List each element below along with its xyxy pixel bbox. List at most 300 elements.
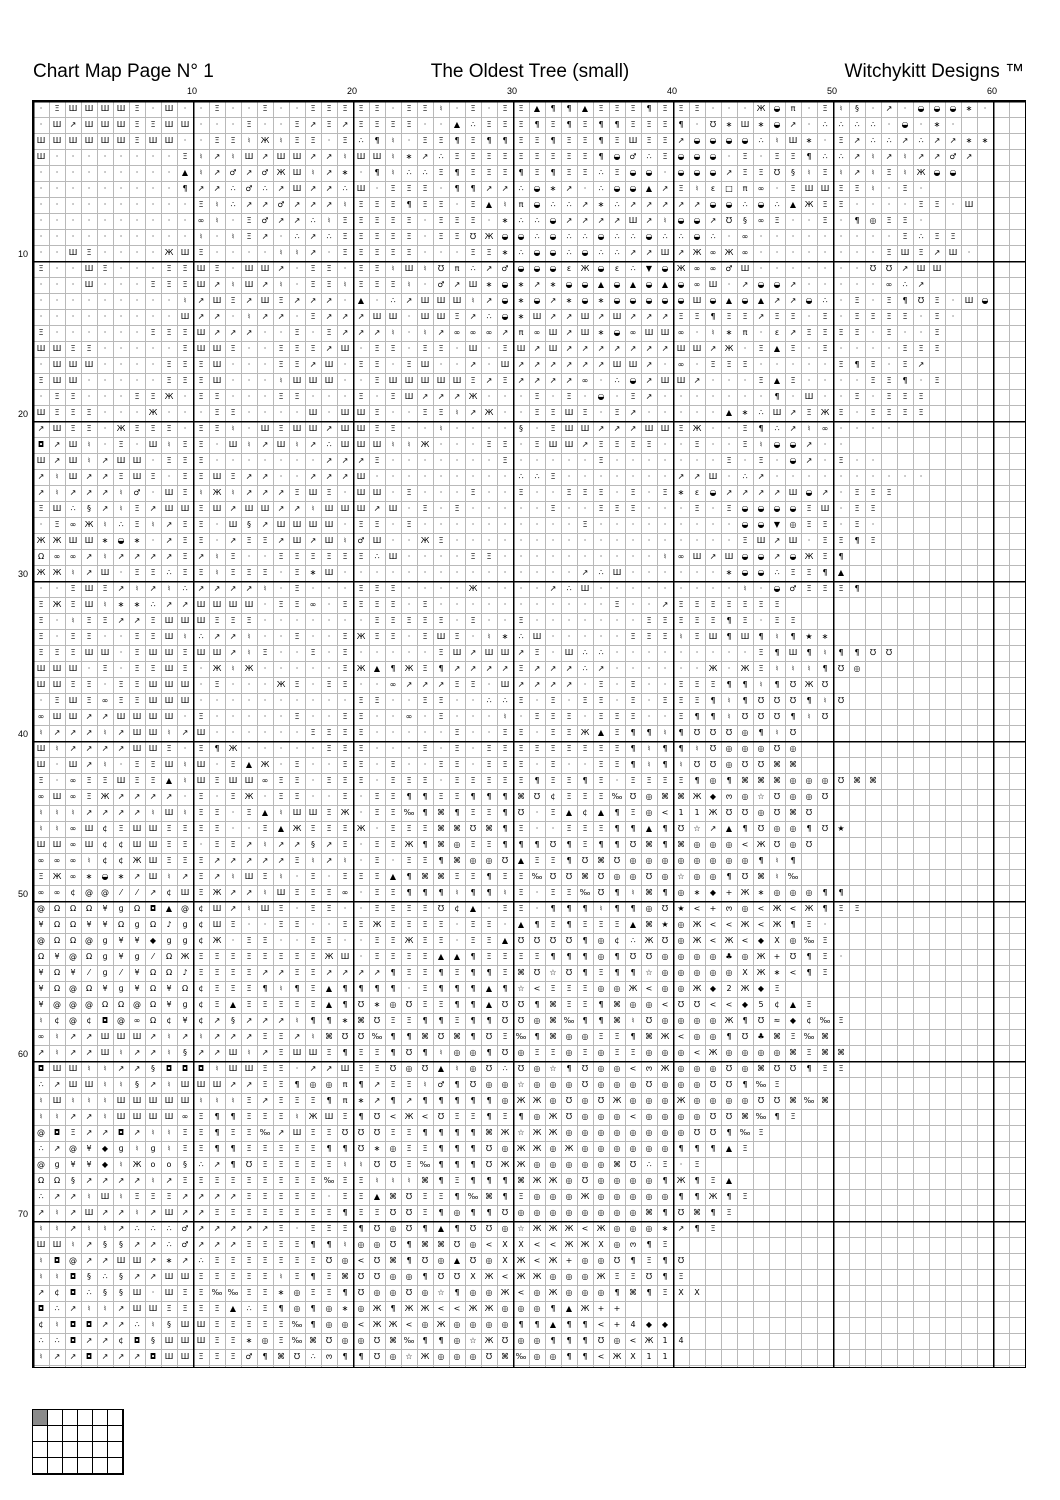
- stitch-symbol: ¶: [390, 664, 396, 673]
- stitch-symbol: Ξ: [374, 600, 380, 609]
- stitch-symbol: ◎: [693, 856, 701, 865]
- stitch-symbol: ·: [55, 248, 59, 257]
- stitch-symbol: ·: [519, 504, 523, 513]
- stitch-symbol: ¶: [758, 728, 764, 737]
- stitch-symbol: Ξ: [342, 248, 348, 257]
- stitch-symbol: Ξ: [294, 792, 300, 801]
- stitch-symbol: ◎: [789, 520, 797, 529]
- stitch-symbol: ¶: [582, 968, 588, 977]
- stitch-symbol: ↗: [293, 216, 301, 225]
- stitch-symbol: ↗: [133, 1176, 141, 1185]
- stitch-symbol: ·: [807, 120, 811, 129]
- stitch-symbol: ↗: [485, 184, 493, 193]
- stitch-symbol: ♮: [279, 1272, 283, 1281]
- stitch-symbol: ¶: [806, 152, 812, 161]
- stitch-symbol: Ξ: [198, 968, 204, 977]
- stitch-symbol: Ξ: [294, 968, 300, 977]
- stitch-symbol: ·: [727, 648, 731, 657]
- stitch-symbol: Ξ: [486, 776, 492, 785]
- stitch-symbol: ¶: [454, 984, 460, 993]
- stitch-symbol: ↗: [917, 360, 925, 369]
- stitch-symbol: Ξ: [310, 1160, 316, 1169]
- stitch-symbol: ↗: [149, 1032, 157, 1041]
- stitch-symbol: ↗: [101, 744, 109, 753]
- stitch-symbol: Ш: [228, 440, 238, 449]
- stitch-symbol: ◒: [773, 440, 781, 449]
- stitch-symbol: ∞: [341, 888, 349, 897]
- stitch-symbol: ♣: [757, 1032, 765, 1041]
- stitch-symbol: Ξ: [518, 664, 524, 673]
- stitch-symbol: §: [519, 424, 523, 433]
- stitch-symbol: ↗: [101, 1176, 109, 1185]
- stitch-symbol: +: [613, 1320, 621, 1329]
- stitch-symbol: ·: [551, 824, 555, 833]
- stitch-symbol: Ξ: [54, 408, 60, 417]
- stitch-symbol: ◎: [741, 792, 749, 801]
- stitch-symbol: Ξ: [854, 328, 860, 337]
- stitch-symbol: ♮: [215, 216, 219, 225]
- stitch-symbol: Ξ: [582, 168, 588, 177]
- stitch-symbol: ♮: [55, 824, 59, 833]
- stitch-symbol: ◎: [629, 1000, 637, 1009]
- stitch-symbol: ♮: [807, 664, 811, 673]
- stitch-symbol: ·: [343, 488, 347, 497]
- stitch-symbol: ↗: [645, 248, 653, 257]
- stitch-symbol: ·: [759, 152, 763, 161]
- stitch-symbol: Ж: [84, 520, 94, 529]
- stitch-symbol: Ж: [708, 808, 718, 817]
- stitch-symbol: ¶: [470, 1000, 476, 1009]
- stitch-symbol: ·: [631, 600, 635, 609]
- stitch-symbol: ♮: [871, 152, 875, 161]
- stitch-symbol: ¶: [342, 1352, 348, 1361]
- stitch-symbol: ∴: [742, 472, 748, 481]
- stitch-symbol: ↗: [213, 856, 221, 865]
- stitch-symbol: Ж: [468, 584, 478, 593]
- stitch-symbol: ◎: [741, 728, 749, 737]
- stitch-symbol: Ξ: [278, 1032, 284, 1041]
- stitch-symbol: Ш: [84, 280, 94, 289]
- stitch-symbol: Ж: [580, 728, 590, 737]
- stitch-symbol: ℧: [693, 1000, 701, 1009]
- stitch-symbol: ¶: [486, 792, 492, 801]
- stitch-symbol: ↗: [85, 1128, 93, 1137]
- stitch-symbol: Ш: [244, 152, 254, 161]
- stitch-symbol: Ξ: [566, 744, 572, 753]
- stitch-symbol: ო: [645, 1064, 653, 1073]
- stitch-symbol: ℧: [469, 1224, 477, 1233]
- stitch-symbol: ◎: [613, 1112, 621, 1121]
- stitch-symbol: Ξ: [214, 104, 220, 113]
- stitch-symbol: ◆: [101, 1144, 109, 1153]
- stitch-symbol: Ξ: [294, 1192, 300, 1201]
- stitch-symbol: ·: [103, 680, 107, 689]
- stitch-symbol: ·: [727, 104, 731, 113]
- stitch-symbol: ·: [39, 120, 43, 129]
- stitch-symbol: ¶: [454, 1144, 460, 1153]
- stitch-symbol: ◎: [389, 1288, 397, 1297]
- stitch-symbol: ·: [135, 232, 139, 241]
- stitch-symbol: ℧: [613, 856, 621, 865]
- stitch-symbol: ∞: [37, 888, 45, 897]
- stitch-symbol: ¶: [614, 1288, 620, 1297]
- stitch-symbol: Ж: [500, 1160, 510, 1169]
- stitch-symbol: Ξ: [278, 600, 284, 609]
- stitch-symbol: Ξ: [70, 584, 76, 593]
- stitch-symbol: ·: [55, 200, 59, 209]
- stitch-symbol: <: [357, 1256, 365, 1265]
- stitch-symbol: Ω: [53, 920, 61, 929]
- stitch-symbol: Ξ: [774, 600, 780, 609]
- stitch-symbol: ♮: [375, 1176, 379, 1185]
- stitch-symbol: Ξ: [886, 392, 892, 401]
- stitch-symbol: ·: [439, 744, 443, 753]
- stitch-symbol: ↗: [373, 968, 381, 977]
- stitch-symbol: Ξ: [614, 408, 620, 417]
- stitch-symbol: Ξ: [230, 1320, 236, 1329]
- stitch-symbol: ♮: [391, 136, 395, 145]
- stitch-symbol: Ξ: [118, 472, 124, 481]
- stitch-symbol: Ξ: [102, 664, 108, 673]
- stitch-symbol: ·: [487, 904, 491, 913]
- stitch-symbol: ·: [103, 440, 107, 449]
- stitch-symbol: ∞: [629, 328, 637, 337]
- stitch-symbol: Ж: [372, 1304, 382, 1313]
- stitch-symbol: Ξ: [86, 616, 92, 625]
- stitch-symbol: Ш: [580, 584, 590, 593]
- stitch-symbol: ·: [663, 536, 667, 545]
- stitch-symbol: Ξ: [406, 776, 412, 785]
- stitch-symbol: ¶: [630, 1032, 636, 1041]
- stitch-symbol: ℧: [709, 728, 717, 737]
- stitch-symbol: ♮: [327, 216, 331, 225]
- stitch-symbol: ♮: [391, 440, 395, 449]
- stitch-symbol: ·: [535, 504, 539, 513]
- stitch-symbol: ·: [775, 472, 779, 481]
- stitch-symbol: Ш: [772, 408, 782, 417]
- stitch-symbol: ·: [519, 712, 523, 721]
- stitch-symbol: ¶: [758, 424, 764, 433]
- stitch-symbol: ◎: [613, 1224, 621, 1233]
- stitch-symbol: Ш: [356, 184, 366, 193]
- stitch-symbol: Ξ: [182, 1288, 188, 1297]
- stitch-symbol: ℧: [773, 696, 781, 705]
- stitch-symbol: Ш: [388, 504, 398, 513]
- stitch-symbol: Ξ: [790, 1112, 796, 1121]
- stitch-symbol: Ξ: [614, 104, 620, 113]
- stitch-symbol: ◎: [389, 1224, 397, 1233]
- stitch-symbol: ↗: [341, 472, 349, 481]
- stitch-symbol: §: [855, 104, 859, 113]
- stitch-symbol: ∴: [518, 184, 524, 193]
- stitch-symbol: ·: [759, 248, 763, 257]
- stitch-symbol: ◒: [693, 168, 701, 177]
- stitch-symbol: Ξ: [550, 120, 556, 129]
- stitch-symbol: Ξ: [310, 936, 316, 945]
- stitch-symbol: ¶: [486, 968, 492, 977]
- stitch-symbol: ·: [503, 392, 507, 401]
- stitch-symbol: Ξ: [934, 312, 940, 321]
- stitch-symbol: Ξ: [886, 376, 892, 385]
- stitch-symbol: Ξ: [470, 104, 476, 113]
- stitch-symbol: ↗: [213, 312, 221, 321]
- stitch-symbol: ▲: [165, 904, 173, 913]
- stitch-symbol: Ш: [180, 1336, 190, 1345]
- stitch-symbol: ℧: [389, 1240, 397, 1249]
- stitch-symbol: Ξ: [310, 1256, 316, 1265]
- stitch-symbol: ♮: [295, 440, 299, 449]
- stitch-symbol: ℧: [501, 856, 509, 865]
- stitch-symbol: ↗: [149, 1048, 157, 1057]
- stitch-symbol: ◒: [933, 168, 941, 177]
- stitch-symbol: <: [357, 1320, 365, 1329]
- stitch-symbol: ¶: [422, 808, 428, 817]
- stitch-symbol: Ξ: [630, 696, 636, 705]
- stitch-symbol: ℧: [821, 680, 829, 689]
- stitch-symbol: ⌘: [773, 760, 781, 769]
- stitch-symbol: ◎: [789, 776, 797, 785]
- stitch-symbol: ↗: [181, 728, 189, 737]
- stitch-symbol: ∴: [614, 232, 620, 241]
- stitch-symbol: ¶: [614, 952, 620, 961]
- stitch-symbol: ∴: [742, 200, 748, 209]
- stitch-symbol: Ξ: [246, 952, 252, 961]
- stitch-symbol: Ξ: [502, 744, 508, 753]
- stitch-symbol: ¶: [678, 744, 684, 753]
- stitch-symbol: ◎: [485, 1256, 493, 1265]
- stitch-symbol: ¶: [454, 1288, 460, 1297]
- stitch-symbol: Ш: [148, 136, 158, 145]
- stitch-symbol: ♮: [631, 1016, 635, 1025]
- stitch-symbol: ◎: [565, 1288, 573, 1297]
- stitch-symbol: Ξ: [150, 280, 156, 289]
- stitch-symbol: ↗: [533, 280, 541, 289]
- stitch-symbol: ♮: [311, 856, 315, 865]
- stitch-symbol: ℧: [581, 1064, 589, 1073]
- stitch-symbol: Ξ: [198, 360, 204, 369]
- stitch-symbol: Ш: [196, 648, 206, 657]
- stitch-symbol: 1: [678, 808, 684, 817]
- stitch-symbol: Ξ: [294, 712, 300, 721]
- row-number: 70: [17, 1209, 28, 1219]
- stitch-symbol: ↗: [293, 296, 301, 305]
- stitch-symbol: Ξ: [742, 1144, 748, 1153]
- chart-row: [33, 725, 1025, 741]
- stitch-symbol: Ξ: [54, 520, 60, 529]
- stitch-symbol: ო: [325, 1352, 333, 1361]
- stitch-symbol: ·: [55, 280, 59, 289]
- stitch-symbol: ◒: [757, 552, 765, 561]
- stitch-symbol: Ш: [356, 424, 366, 433]
- stitch-symbol: ▲: [469, 904, 477, 913]
- stitch-symbol: ·: [71, 216, 75, 225]
- stitch-symbol: ·: [711, 104, 715, 113]
- stitch-symbol: ♂: [261, 216, 269, 225]
- stitch-symbol: ∗: [805, 136, 813, 145]
- stitch-symbol: ♮: [295, 1016, 299, 1025]
- stitch-symbol: Ξ: [342, 872, 348, 881]
- stitch-symbol: ¥: [102, 920, 108, 929]
- stitch-symbol: ℧: [693, 760, 701, 769]
- stitch-symbol: ℧: [517, 1064, 525, 1073]
- stitch-symbol: ◒: [533, 248, 541, 257]
- stitch-symbol: ¶: [214, 1128, 220, 1137]
- stitch-symbol: ¶: [438, 1144, 444, 1153]
- stitch-symbol: ◎: [613, 984, 621, 993]
- stitch-symbol: ·: [775, 232, 779, 241]
- stitch-symbol: ·: [359, 856, 363, 865]
- stitch-symbol: Ξ: [294, 328, 300, 337]
- chart-row: [33, 469, 1025, 485]
- stitch-symbol: ↗: [645, 216, 653, 225]
- stitch-symbol: Ξ: [390, 760, 396, 769]
- stitch-symbol: ↗: [629, 344, 637, 353]
- stitch-symbol: ♮: [103, 1064, 107, 1073]
- stitch-symbol: ↗: [69, 1208, 77, 1217]
- stitch-symbol: ∴: [614, 248, 620, 257]
- stitch-symbol: Ξ: [614, 712, 620, 721]
- stitch-symbol: Ж: [132, 856, 142, 865]
- stitch-symbol: Ξ: [934, 376, 940, 385]
- stitch-symbol: ♮: [167, 1048, 171, 1057]
- page-map-cell: [78, 1442, 93, 1458]
- stitch-symbol: ℧: [405, 1000, 413, 1009]
- stitch-symbol: <: [725, 1000, 733, 1009]
- stitch-symbol: Ш: [196, 616, 206, 625]
- stitch-symbol: Ш: [68, 248, 78, 257]
- stitch-symbol: ·: [695, 328, 699, 337]
- stitch-symbol: ·: [183, 104, 187, 113]
- stitch-symbol: π: [742, 328, 748, 337]
- stitch-symbol: ◎: [581, 1032, 589, 1041]
- stitch-symbol: Ξ: [662, 1240, 668, 1249]
- stitch-symbol: ↗: [901, 136, 909, 145]
- stitch-symbol: ¶: [854, 536, 860, 545]
- stitch-symbol: <: [533, 984, 541, 993]
- stitch-symbol: Ξ: [198, 440, 204, 449]
- stitch-symbol: Ш: [52, 680, 62, 689]
- stitch-symbol: ◒: [677, 152, 685, 161]
- stitch-symbol: ·: [151, 264, 155, 273]
- stitch-symbol: Ξ: [598, 104, 604, 113]
- stitch-symbol: ↗: [645, 312, 653, 321]
- stitch-symbol: Ξ: [134, 1192, 140, 1201]
- stitch-symbol: ◎: [581, 1128, 589, 1137]
- stitch-symbol: ♮: [295, 1112, 299, 1121]
- stitch-symbol: Ξ: [310, 984, 316, 993]
- stitch-symbol: ◒: [533, 296, 541, 305]
- stitch-symbol: ↗: [229, 1032, 237, 1041]
- stitch-symbol: Ш: [164, 136, 174, 145]
- stitch-symbol: ◎: [741, 1064, 749, 1073]
- stitch-symbol: ·: [279, 568, 283, 577]
- stitch-symbol: ↗: [917, 152, 925, 161]
- stitch-symbol: ◘: [181, 1064, 189, 1073]
- stitch-symbol: Ξ: [566, 792, 572, 801]
- stitch-symbol: Ξ: [470, 936, 476, 945]
- stitch-symbol: ·: [839, 296, 843, 305]
- stitch-symbol: Ξ: [870, 536, 876, 545]
- stitch-symbol: ·: [55, 328, 59, 337]
- stitch-symbol: ·: [759, 264, 763, 273]
- stitch-symbol: ∴: [486, 312, 492, 321]
- page-map-cell: [93, 1458, 108, 1474]
- stitch-symbol: ·: [263, 712, 267, 721]
- stitch-symbol: ↗: [261, 1048, 269, 1057]
- stitch-symbol: ∴: [518, 632, 524, 641]
- stitch-symbol: Ξ: [886, 408, 892, 417]
- stitch-symbol: Ξ: [278, 360, 284, 369]
- stitch-symbol: ↗: [229, 904, 237, 913]
- stitch-symbol: Ξ: [742, 312, 748, 321]
- stitch-symbol: Ξ: [422, 344, 428, 353]
- stitch-symbol: Ш: [164, 1208, 174, 1217]
- stitch-symbol: Ξ: [454, 680, 460, 689]
- stitch-symbol: Ξ: [86, 776, 92, 785]
- stitch-symbol: ·: [871, 392, 875, 401]
- stitch-symbol: ·: [711, 456, 715, 465]
- stitch-symbol: ℧: [389, 1208, 397, 1217]
- stitch-symbol: ↗: [661, 184, 669, 193]
- stitch-symbol: ↗: [85, 1240, 93, 1249]
- chart-row: [33, 693, 1025, 709]
- stitch-symbol: ♮: [151, 808, 155, 817]
- stitch-symbol: ↗: [133, 552, 141, 561]
- stitch-symbol: Ж: [404, 1112, 414, 1121]
- stitch-symbol: Ш: [68, 760, 78, 769]
- stitch-symbol: ◎: [629, 1080, 637, 1089]
- stitch-symbol: ⌘: [517, 968, 525, 977]
- stitch-symbol: Ξ: [486, 120, 492, 129]
- stitch-symbol: Ξ: [550, 888, 556, 897]
- stitch-symbol: Ξ: [710, 360, 716, 369]
- stitch-symbol: ·: [279, 648, 283, 657]
- stitch-symbol: ·: [391, 744, 395, 753]
- stitch-symbol: ◎: [597, 1048, 605, 1057]
- stitch-symbol: ↗: [373, 504, 381, 513]
- stitch-symbol: Ω: [101, 1000, 109, 1009]
- stitch-symbol: ⌘: [821, 1048, 829, 1057]
- stitch-symbol: ·: [807, 232, 811, 241]
- stitch-symbol: ·: [871, 424, 875, 433]
- stitch-symbol: ℧: [757, 696, 765, 705]
- stitch-symbol: ◎: [453, 1320, 461, 1329]
- stitch-symbol: ·: [679, 536, 683, 545]
- stitch-symbol: Ξ: [710, 600, 716, 609]
- stitch-symbol: Ξ: [422, 824, 428, 833]
- stitch-symbol: ♮: [263, 840, 267, 849]
- stitch-symbol: ·: [39, 520, 43, 529]
- stitch-symbol: ◒: [501, 232, 509, 241]
- stitch-symbol: ↗: [261, 1016, 269, 1025]
- stitch-symbol: +: [725, 888, 733, 897]
- stitch-symbol: ·: [663, 664, 667, 673]
- stitch-symbol: ·: [663, 568, 667, 577]
- stitch-symbol: ·: [279, 456, 283, 465]
- stitch-symbol: Ξ: [422, 184, 428, 193]
- stitch-symbol: ∞: [37, 792, 45, 801]
- stitch-symbol: Ж: [404, 664, 414, 673]
- stitch-symbol: ·: [839, 520, 843, 529]
- stitch-symbol: ↗: [789, 296, 797, 305]
- stitch-symbol: ℧: [709, 760, 717, 769]
- stitch-symbol: ◎: [421, 1320, 429, 1329]
- stitch-symbol: ·: [615, 392, 619, 401]
- stitch-symbol: §: [743, 216, 747, 225]
- stitch-symbol: ◒: [693, 216, 701, 225]
- stitch-symbol: 4: [630, 1320, 636, 1329]
- stitch-symbol: Ξ: [246, 1144, 252, 1153]
